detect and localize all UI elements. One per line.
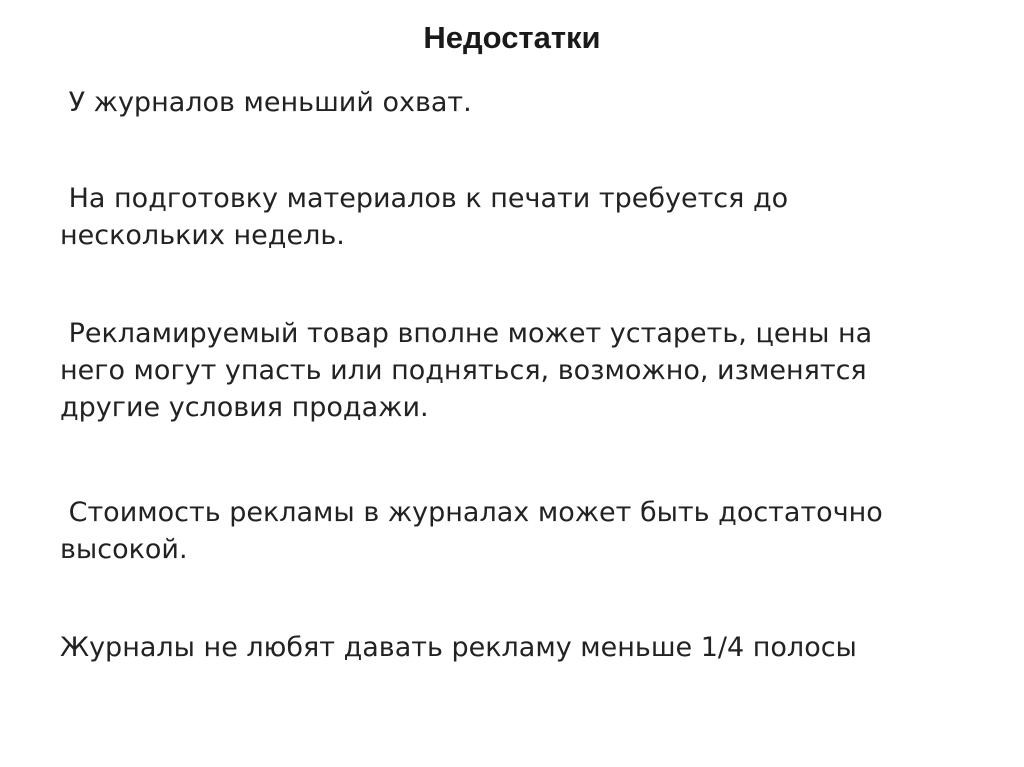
slide-title: Недостатки: [423, 20, 601, 55]
point-preparation-time: На подготовку материалов к печати требуется до нескольких недель.: [60, 183, 797, 251]
point-cost: Стоимость рекламы в журналах может быть достаточно высокой.: [60, 497, 892, 565]
point-min-size: Журналы не любят давать рекламу меньше 1/4 полосы: [60, 632, 857, 663]
point-reach: У журналов меньший охват.: [60, 87, 472, 118]
point-product-outdated: Рекламируемый товар вполне может устареть, цены на него могут упасть или подняться, возможно, изменятся другие условия продажи.: [60, 318, 881, 423]
